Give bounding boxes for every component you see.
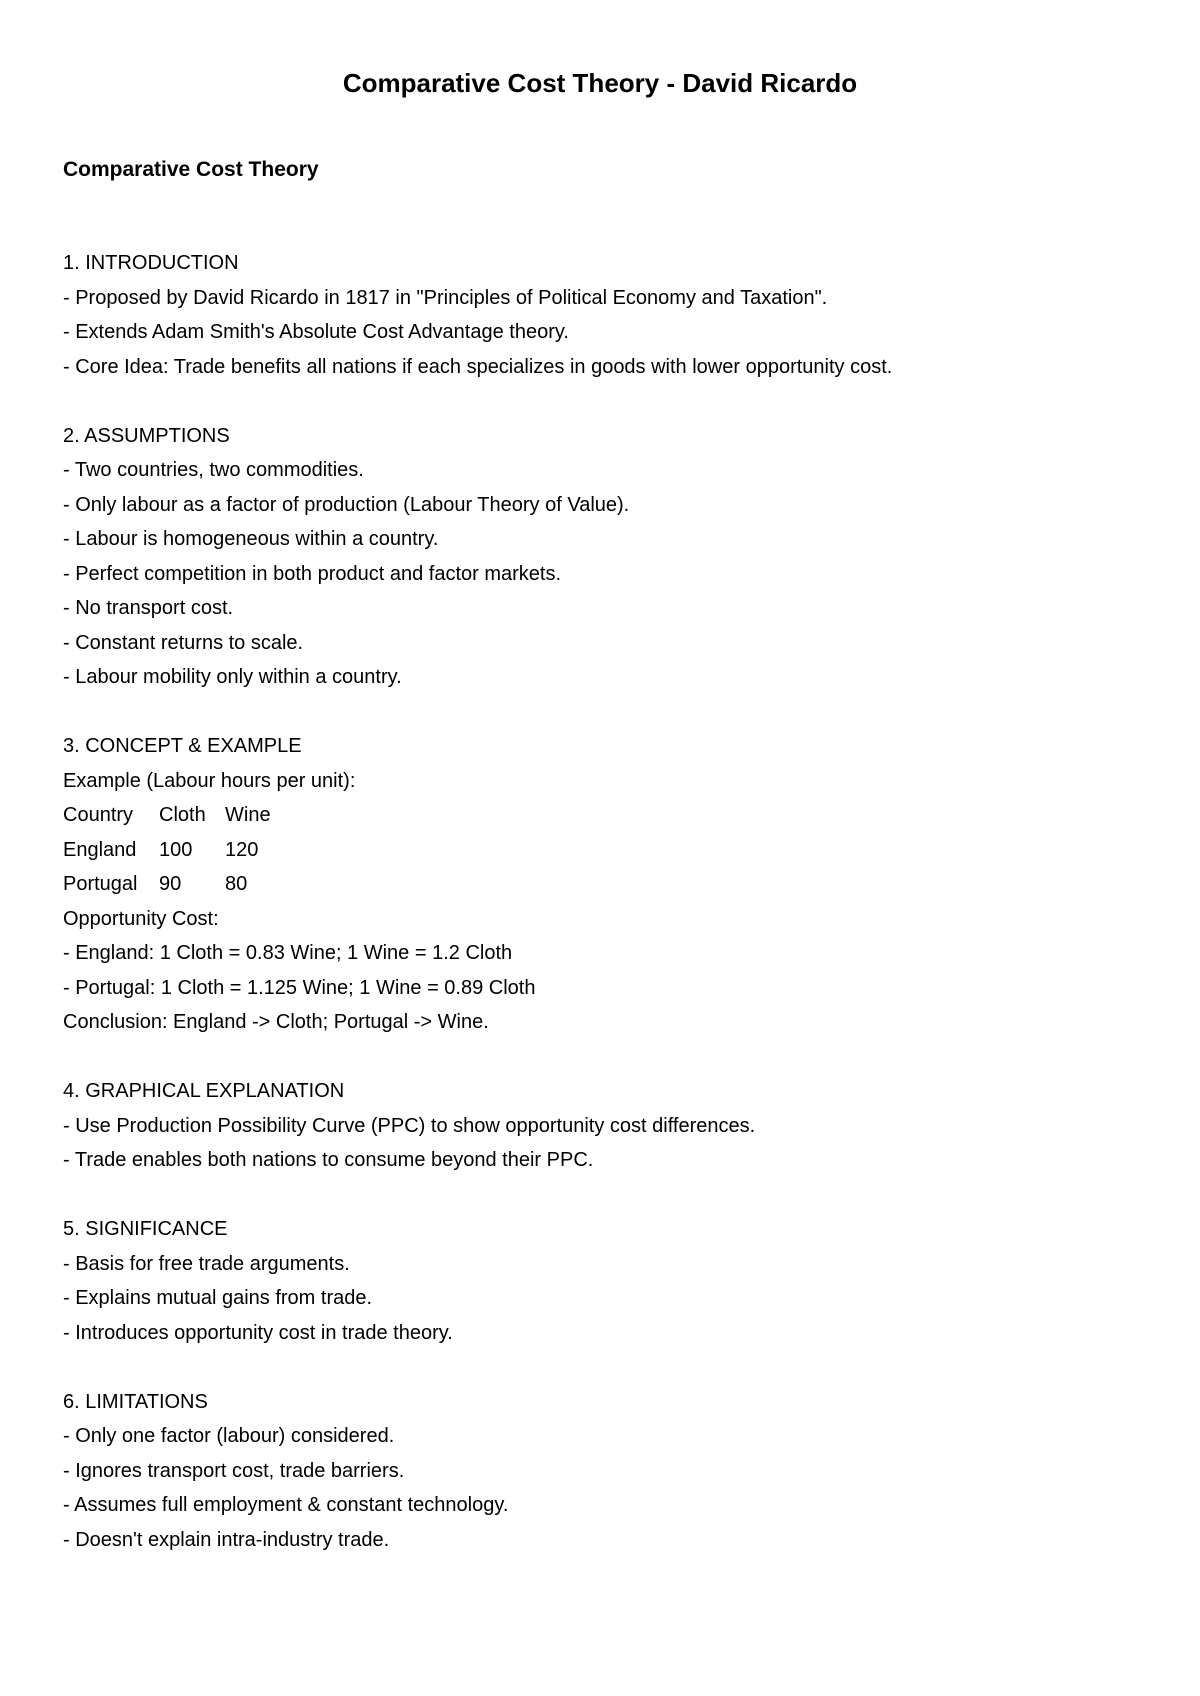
section-concept-example bbox=[63, 729, 1143, 1040]
section-spacer bbox=[63, 1040, 1143, 1075]
list-item: - Perfect competition in both product and factor markets. bbox=[63, 562, 562, 585]
list-item: - Introduces opportunity cost in trade theory. bbox=[63, 1321, 453, 1344]
list-item: - Labour is homogeneous within a country. bbox=[63, 528, 439, 550]
section-heading: 6. LIMITATIONS bbox=[63, 1390, 208, 1413]
document-body bbox=[63, 246, 1143, 1557]
list-item: - Only one factor (labour) considered. bbox=[63, 1425, 395, 1447]
list-item: - Labour mobility only within a country. bbox=[63, 666, 402, 688]
example-intro: Example (Labour hours per unit): bbox=[63, 769, 356, 792]
section-heading: 1. INTRODUCTION bbox=[63, 252, 239, 274]
list-item: - Explains mutual gains from trade. bbox=[63, 1287, 373, 1309]
table-row bbox=[63, 833, 1143, 868]
list-item: - Two countries, two commodities. bbox=[63, 459, 364, 481]
list-item: - Portugal: 1 Cloth = 1.125 Wine; 1 Wine = 0.89 Cloth bbox=[63, 976, 536, 999]
table-header-cell: Cloth bbox=[159, 804, 206, 826]
table-cell: 90 bbox=[159, 873, 182, 895]
table-cell: 80 bbox=[225, 873, 248, 895]
section-limitations bbox=[63, 1385, 1143, 1558]
list-item: - Assumes full employment & constant technology. bbox=[63, 1494, 509, 1516]
section-spacer bbox=[63, 384, 1143, 419]
section-heading: 2. ASSUMPTIONS bbox=[63, 424, 230, 447]
section-heading: 5. SIGNIFICANCE bbox=[63, 1218, 228, 1240]
opportunity-cost-label: Opportunity Cost: bbox=[63, 907, 219, 930]
labour-hours-table bbox=[63, 798, 1143, 902]
list-item: - Use Production Possibility Curve (PPC) to show opportunity cost differences. bbox=[63, 1114, 756, 1137]
section-graphical-explanation bbox=[63, 1074, 1143, 1178]
list-item: - England: 1 Cloth = 0.83 Wine; 1 Wine = 1.2 Cloth bbox=[63, 942, 513, 964]
table-cell: England bbox=[63, 838, 137, 861]
section-spacer bbox=[63, 695, 1143, 730]
table-header-cell: Wine bbox=[225, 804, 271, 826]
section-spacer bbox=[63, 1178, 1143, 1213]
section-heading: 4. GRAPHICAL EXPLANATION bbox=[63, 1080, 345, 1102]
list-item: - No transport cost. bbox=[63, 597, 234, 619]
list-item: - Only labour as a factor of production (Labour Theory of Value). bbox=[63, 493, 630, 516]
list-item: - Constant returns to scale. bbox=[63, 631, 304, 654]
list-item: - Extends Adam Smith's Absolute Cost Advantage theory. bbox=[63, 321, 569, 343]
section-spacer bbox=[63, 1350, 1143, 1385]
table-row bbox=[63, 867, 1143, 902]
list-item: - Proposed by David Ricardo in 1817 in "Principles of Political Economy and Taxation". bbox=[63, 286, 828, 309]
table-cell: Portugal bbox=[63, 873, 138, 895]
list-item: - Doesn't explain intra-industry trade. bbox=[63, 1528, 390, 1551]
section-significance bbox=[63, 1212, 1143, 1350]
list-item: - Core Idea: Trade benefits all nations if each specializes in goods with lower opportunity cost. bbox=[63, 355, 893, 378]
list-item: - Trade enables both nations to consume beyond their PPC. bbox=[63, 1149, 594, 1171]
table-header-row bbox=[63, 798, 1143, 833]
section-heading: 3. CONCEPT & EXAMPLE bbox=[63, 735, 302, 757]
document-subtitle: Comparative Cost Theory bbox=[63, 158, 319, 181]
table-cell: 100 bbox=[159, 838, 193, 861]
list-item: - Ignores transport cost, trade barriers. bbox=[63, 1459, 405, 1482]
section-assumptions bbox=[63, 419, 1143, 695]
table-header-cell: Country bbox=[63, 804, 134, 826]
document-title: Comparative Cost Theory - David Ricardo bbox=[342, 68, 858, 98]
list-item: - Basis for free trade arguments. bbox=[63, 1252, 350, 1275]
section-introduction bbox=[63, 246, 1143, 384]
table-cell: 120 bbox=[225, 838, 259, 861]
conclusion-text: Conclusion: England -> Cloth; Portugal -> Wine. bbox=[63, 1011, 489, 1033]
